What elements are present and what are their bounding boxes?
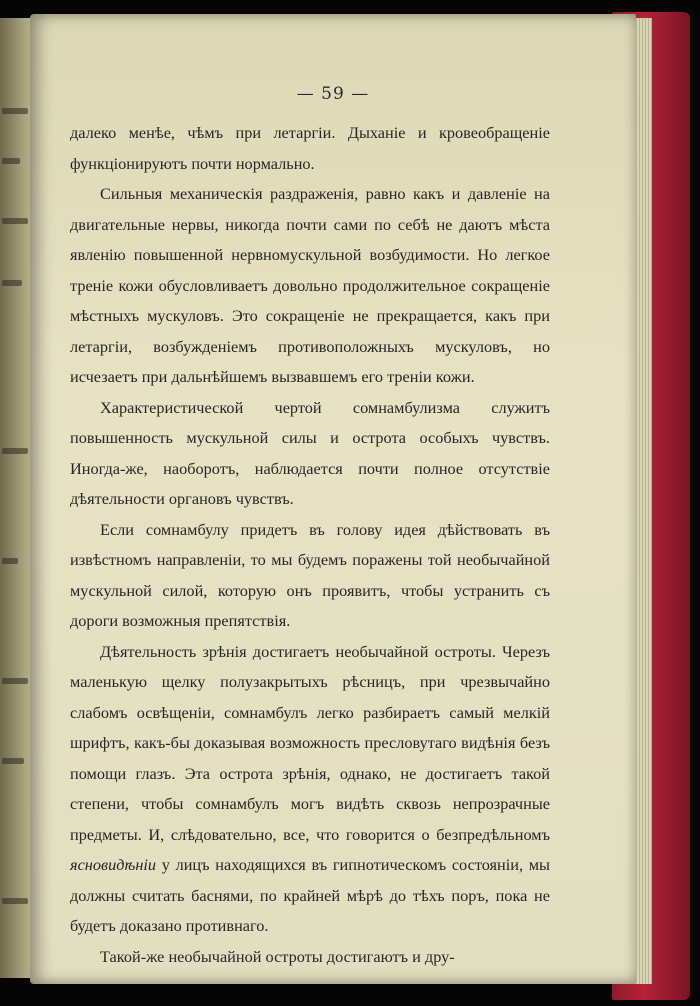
paragraph [70,118,550,179]
text-segment: Такой-же необычайной остроты достигаютъ и дру- [100,946,455,966]
text-segment: Если сомнамбулу придетъ въ голову идея дѣйствовать въ извѣстномъ направленіи, то мы будемъ поражены той необычайной мускульной силой, которую онъ проявитъ, чтобы устранить съ дороги возможныя препятствія. [70,519,550,630]
paragraph [70,637,550,942]
paragraph [70,942,550,973]
text-segment: Характеристической чертой сомнамбулизма служитъ повышенность мускульной силы и острота особыхъ чувствъ. Иногда-же, наоборотъ, наблюдается почти полное отсутствіе дѣятельности органовъ чувствъ. [70,397,550,508]
text-segment: Дѣятельность зрѣнія достигаетъ необычайной остроты. Черезъ маленькую щелку полузакрытыхъ рѣсницъ, при чрезвычайно слабомъ освѣщеніи, сомнамбулъ легко разбираетъ самый мелкій шрифтъ, какъ-бы доказывая возможность пресловутаго видѣнія безъ помощи глазъ. Эта острота зрѣнія, однако, не достигаетъ такой степени, чтобы сомнамбулъ могъ видѣть сквозь непрозрачные предметы. И, слѣдовательно, все, что говорится о безпредѣльномъ [70,641,550,844]
paragraph [70,515,550,637]
page-number: — 59 — [296,84,370,104]
paragraph [70,179,550,393]
book-page [30,14,636,984]
text-block [70,118,550,972]
paragraph [70,393,550,515]
text-segment: Сильныя механическія раздраженія, равно какъ и давленіе на двигательные нервы, никогда почти сами по себѣ не даютъ мѣста явленію повышенной нервномускульной возбудимости. Но легкое треніе кожи обусловливаетъ довольно продолжительное сокращеніе мѣстныхъ мускуловъ. Это сокращеніе не прекращается, какъ при летаргіи, возбужденіемъ противоположныхъ мускуловъ, но исчезаетъ при дальнѣйшемъ вызвавшемъ его треніи кожи. [70,184,550,386]
text-segment: далеко менѣе, чѣмъ при летаргіи. Дыханіе и кровеобращеніе функціонируютъ почти нормально. [70,123,550,173]
text-segment: у лицъ находящихся въ гипнотическомъ состояніи, мы должны считать баснями, по крайней мѣрѣ до тѣхъ поръ, пока не будетъ доказано противнаго. [70,855,550,935]
emphasized-word: ясновидѣніи [70,855,157,874]
